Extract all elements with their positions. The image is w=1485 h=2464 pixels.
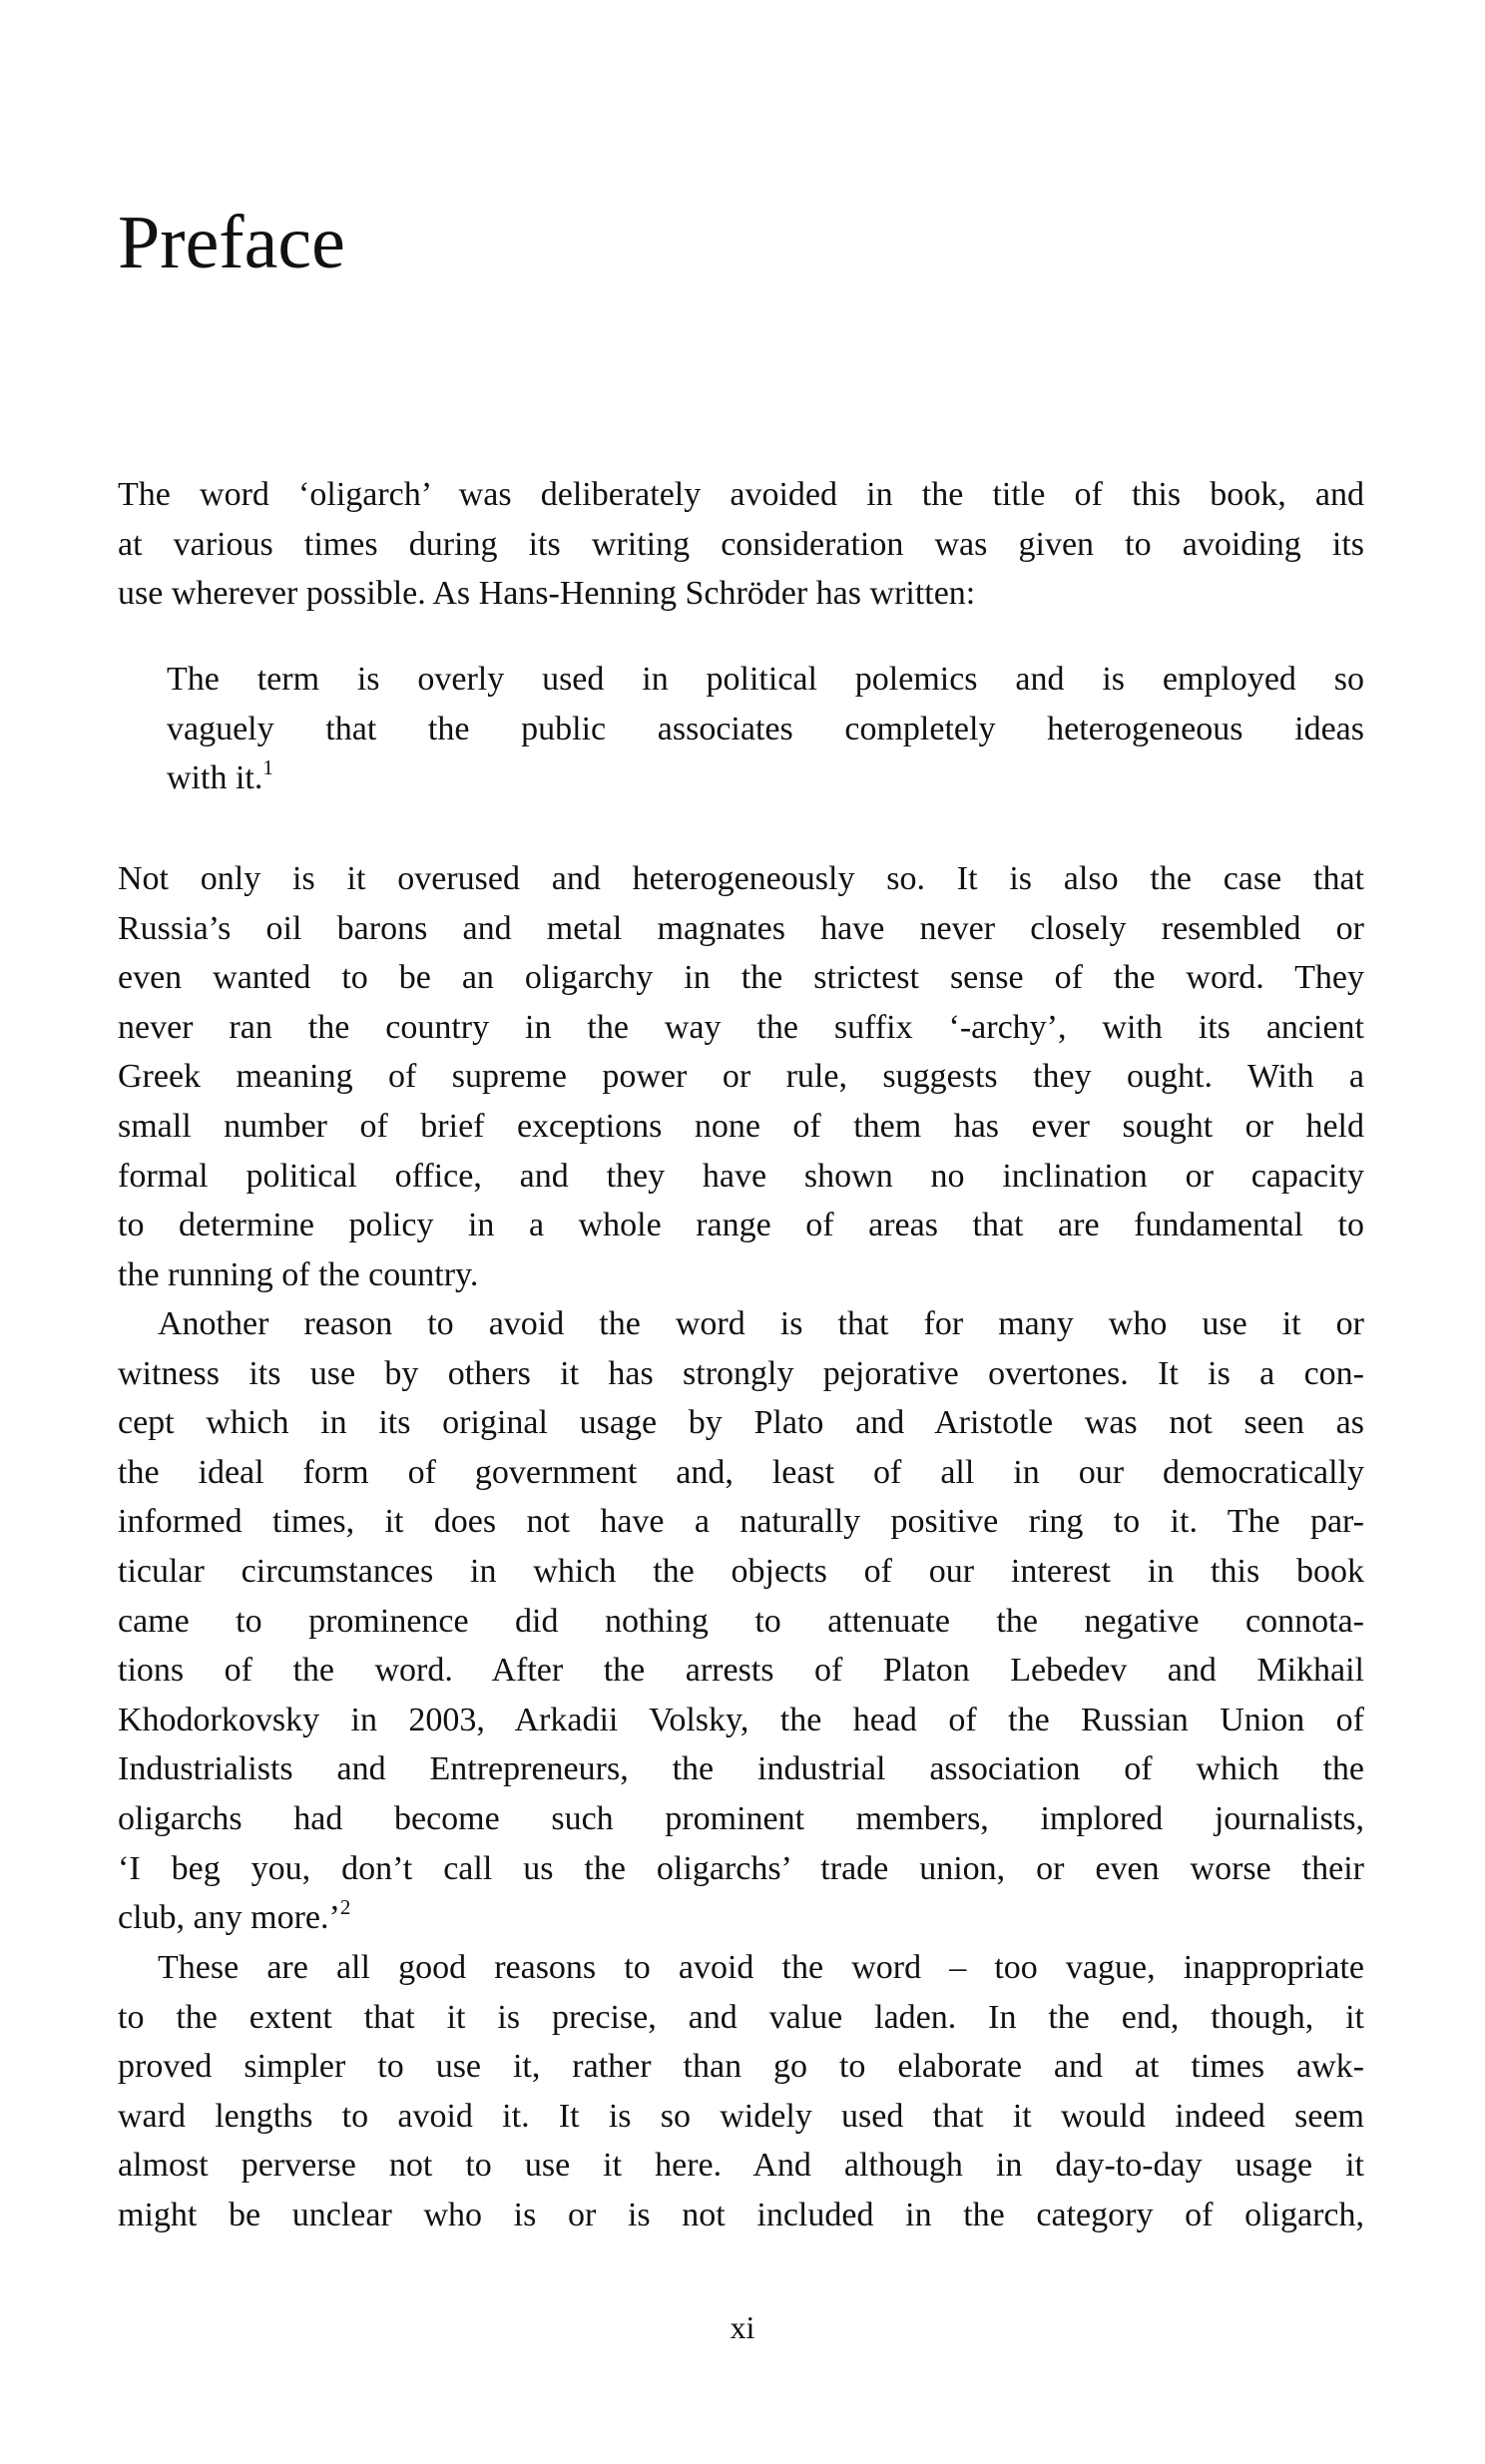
text-line: never ran the country in the way the suffix ‘-archy’, with its ancient bbox=[118, 1008, 1364, 1046]
text-line: small number of brief exceptions none of them has ever sought or held bbox=[118, 1107, 1364, 1145]
chapter-title: Preface bbox=[118, 201, 345, 284]
paragraph-2 bbox=[118, 854, 1364, 1299]
text-line: formal political office, and they have shown no inclination or capacity bbox=[118, 1157, 1364, 1195]
paragraph-1 bbox=[118, 470, 1364, 619]
text-line: tions of the word. After the arrests of Platon Lebedev and Mikhail bbox=[118, 1652, 1364, 1690]
text-line: The term is overly used in political polemics and is employed so bbox=[167, 661, 1364, 698]
text-line: Russia’s oil barons and metal magnates have never closely resembled or bbox=[118, 909, 1364, 947]
text-line: informed times, it does not have a naturally positive ring to it. The par- bbox=[118, 1503, 1364, 1541]
text-line bbox=[167, 753, 1364, 803]
text-line: to the extent that it is precise, and value laden. In the end, though, it bbox=[118, 1998, 1364, 2036]
page-number: xi bbox=[730, 2309, 755, 2345]
block-quote bbox=[167, 655, 1364, 803]
text-line: to determine policy in a whole range of areas that are fundamental to bbox=[118, 1207, 1364, 1244]
text-line: Not only is it overused and heterogeneously so. It is also the case that bbox=[118, 860, 1364, 897]
text-line: Greek meaning of supreme power or rule, suggests they ought. With a bbox=[118, 1058, 1364, 1096]
text-line: at various times during its writing consideration was given to avoiding its bbox=[118, 525, 1364, 563]
text-line: Khodorkovsky in 2003, Arkadii Volsky, the head of the Russian Union of bbox=[118, 1701, 1364, 1738]
text-line: ‘I beg you, don’t call us the oligarchs’ trade union, or even worse their bbox=[118, 1849, 1364, 1887]
text-line: witness its use by others it has strongly pejorative overtones. It is a con- bbox=[118, 1354, 1364, 1392]
text-line: might be unclear who is or is not included in the category of oligarch, bbox=[118, 2196, 1364, 2233]
text-line: Another reason to avoid the word is that for many who use it or bbox=[158, 1305, 1364, 1342]
text-line: proved simpler to use it, rather than go to elaborate and at times awk- bbox=[118, 2048, 1364, 2086]
paragraph-4 bbox=[118, 1943, 1364, 2240]
quote-last-line: with it. bbox=[167, 759, 263, 797]
text-line: almost perverse not to use it here. And although in day-to-day usage it bbox=[118, 2147, 1364, 2185]
text-line: oligarchs had become such prominent members, implored journalists, bbox=[118, 1799, 1364, 1837]
footnote-marker: 2 bbox=[339, 1895, 351, 1920]
text-line bbox=[118, 1893, 1364, 1943]
text-line: came to prominence did nothing to attenuate the negative connota- bbox=[118, 1602, 1364, 1640]
text-line: ticular circumstances in which the objects of our interest in this book bbox=[118, 1552, 1364, 1590]
text-line: even wanted to be an oligarchy in the strictest sense of the word. They bbox=[118, 959, 1364, 997]
text-line: cept which in its original usage by Plato and Aristotle was not seen as bbox=[118, 1404, 1364, 1442]
paragraph-3 bbox=[118, 1299, 1364, 1943]
text-line: Industrialists and Entrepreneurs, the industrial association of which the bbox=[118, 1750, 1364, 1788]
paragraph-last-line: club, any more.’ bbox=[118, 1899, 340, 1937]
text-line: ward lengths to avoid it. It is so widely used that it would indeed seem bbox=[118, 2097, 1364, 2135]
text-line: These are all good reasons to avoid the word – too vague, inappropriate bbox=[158, 1949, 1364, 1986]
text-line: The word ‘oligarch’ was deliberately avoided in the title of this book, and bbox=[118, 476, 1364, 513]
footnote-marker: 1 bbox=[262, 755, 273, 780]
text-line: vaguely that the public associates completely heterogeneous ideas bbox=[167, 710, 1364, 747]
text-line: use wherever possible. As Hans-Henning Schröder has written: bbox=[118, 575, 976, 613]
text-line: the ideal form of government and, least of all in our democratically bbox=[118, 1453, 1364, 1491]
text-line: the running of the country. bbox=[118, 1255, 479, 1293]
